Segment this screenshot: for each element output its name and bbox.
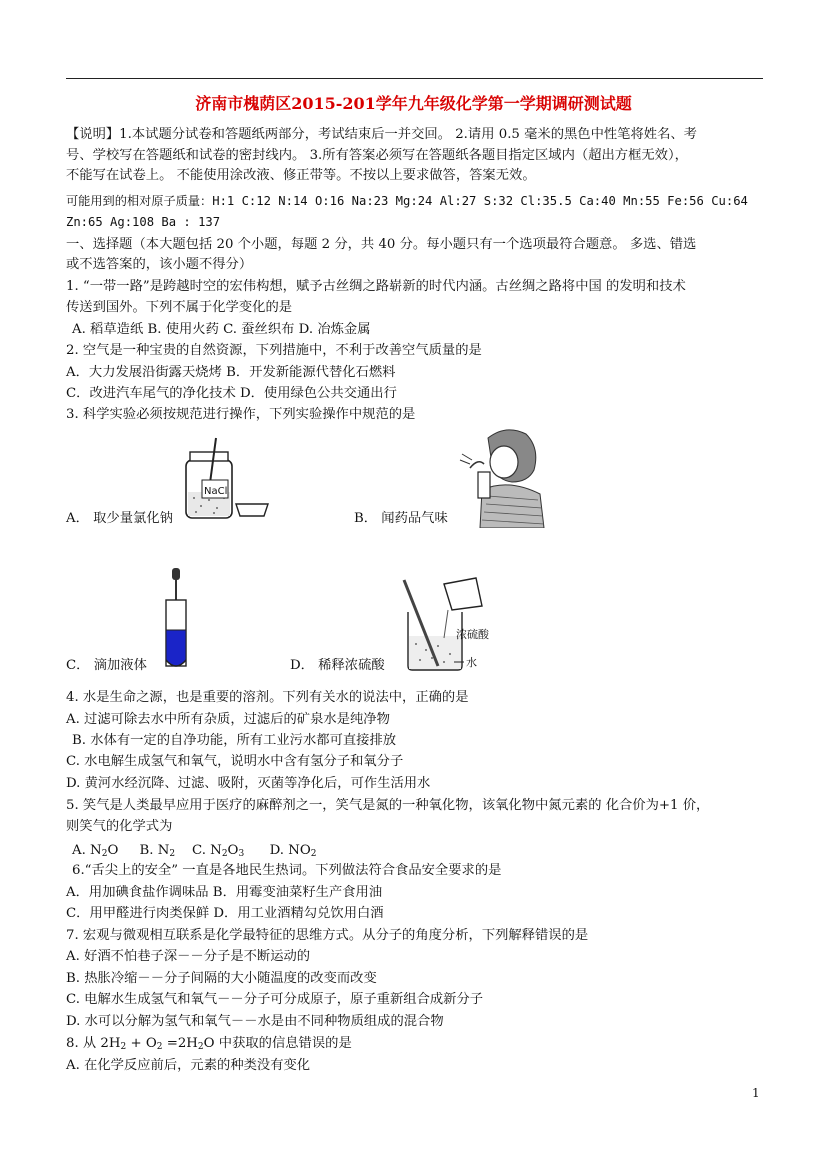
q7-option-d: D. 水可以分解为氢气和氧气－－水是由不同种物质组成的混合物 <box>66 1014 444 1029</box>
q3-option-a: A． 取少量氯化钠 <box>66 511 173 526</box>
atomic-mass-line-1: 可能用到的相对原子质量：H:1 C:12 N:14 O:16 Na:23 Mg:24 Al:27 S:32 Cl:35.5 Ca:40 Mn:55 Fe:56 Cu:64 <box>66 194 748 208</box>
notes-line-3: 不能写在试卷上。 不能使用涂改液、修正带等。不按以上要求做答，答案无效。 <box>66 168 536 183</box>
nacl-jar-figure <box>176 436 276 526</box>
q5-stem-line-1: 5. 笑气是人类最早应用于医疗的麻醉剂之一，笑气是氮的一种氧化物，该氧化物中氮元素的 化合价为+1 价， <box>66 798 710 813</box>
page-title: 济南市槐荫区2015-201学年九年级化学第一学期调研测试题 <box>195 94 632 113</box>
nacl-label: NaCl <box>204 486 228 497</box>
q5-option-c: C. $N_2O_3$ <box>192 843 245 859</box>
q6-stem: 6.“舌尖上的安全” 一直是各地民生热词。下列做法符合食品安全要求的是 <box>72 863 502 878</box>
q5-stem-line-2: 则笑气的化学式为 <box>66 819 173 834</box>
page-number: 1 <box>752 1086 760 1100</box>
atomic-mass-line-2: Zn:65 Ag:108 Ba : 137 <box>66 215 221 229</box>
q4-option-a: A. 过滤可除去水中所有杂质，过滤后的矿泉水是纯净物 <box>66 712 390 727</box>
q4-option-b: B. 水体有一定的自净功能，所有工业污水都可直接排放 <box>72 733 397 748</box>
q2-options-ab: A．大力发展沿街露天烧烤 B．开发新能源代替化石燃料 <box>66 365 396 380</box>
smelling-person-figure <box>448 424 548 528</box>
q4-stem: 4. 水是生命之源，也是重要的溶剂。下列有关水的说法中，正确的是 <box>66 690 469 705</box>
q7-stem: 7. 宏观与微观相互联系是化学最特征的思维方式。从分子的角度分析，下列解释错误的是 <box>66 928 589 943</box>
acid-label: 浓硫酸 <box>456 628 489 641</box>
q2-options-cd: C．改进汽车尾气的净化技术 D．使用绿色公共交通出行 <box>66 386 397 401</box>
q5-options <box>72 842 316 863</box>
q7-option-c: C. 电解水生成氢气和氧气－－分子可分成原子，原子重新组合成新分子 <box>66 992 484 1007</box>
q2-stem: 2. 空气是一种宝贵的自然资源，下列措施中，不利于改善空气质量的是 <box>66 343 482 358</box>
q4-option-c: C. 水电解生成氢气和氧气，说明水中含有氢分子和氧分子 <box>66 754 404 769</box>
q8-option-a: A. 在化学反应前后，元素的种类没有变化 <box>66 1058 311 1073</box>
notes-line-2: 号、学校写在答题纸和试卷的密封线内。 3.所有答案必须写在答题纸各题目指定区域内（超出方框无效）， <box>66 148 688 163</box>
q1-options: A. 稻草造纸 B. 使用火药 C. 蚕丝织布 D. 冶炼金属 <box>72 322 371 337</box>
q3-option-d: D． 稀释浓硫酸 <box>290 658 385 673</box>
q7-option-b: B. 热胀冷缩－－分子间隔的大小随温度的改变而改变 <box>66 971 377 986</box>
q5-option-b: B. $N_2$ <box>139 843 176 859</box>
notes-line-1: 【说明】1.本试题分试卷和答题纸两部分，考试结束后一并交回。 2.请用 0.5 毫米的黑色中性笔将姓名、考 <box>66 127 697 142</box>
q3-option-c: C． 滴加液体 <box>66 658 147 673</box>
q4-option-d: D. 黄河水经沉降、过滤、吸附，灭菌等净化后，可作生活用水 <box>66 776 431 791</box>
q8-stem: 8. 从 $2H_2 + O_2 =2H_2O$ 中获取的信息错误的是 <box>66 1036 352 1052</box>
q5-option-d: D. $NO_2$ <box>269 843 317 859</box>
dilute-acid-figure <box>398 576 498 674</box>
q1-stem-line-1: 1. “一带一路”是跨越时空的宏伟构想，赋予古丝绸之路崭新的时代内涵。古丝绸之路将中国 的发明和技术 <box>66 279 686 294</box>
q7-option-a: A. 好酒不怕巷子深－－分子是不断运动的 <box>66 949 311 964</box>
q6-options-cd: C．用甲醛进行肉类保鲜 D．用工业酒精勾兑饮用白酒 <box>66 906 384 921</box>
q3-option-b: B． 闻药品气味 <box>354 511 448 526</box>
section-heading-line-1: 一、选择题（本大题包括 20 个小题，每题 2 分，共 40 分。每小题只有一个选项最符合题意。 多选、错选 <box>66 237 697 252</box>
q5-option-a: A. $N_2O$ <box>72 843 119 859</box>
q1-stem-line-2: 传送到国外。下列不属于化学变化的是 <box>66 300 293 315</box>
header-rule <box>66 78 763 79</box>
water-label: 水 <box>466 656 477 669</box>
q3-stem: 3. 科学实验必须按规范进行操作，下列实验操作中规范的是 <box>66 407 416 422</box>
section-heading-line-2: 或不选答案的，该小题不得分） <box>66 257 253 272</box>
q6-options-ab: A．用加碘食盐作调味品 B．用霉变油菜籽生产食用油 <box>66 885 383 900</box>
dropper-tube-figure <box>158 566 194 676</box>
